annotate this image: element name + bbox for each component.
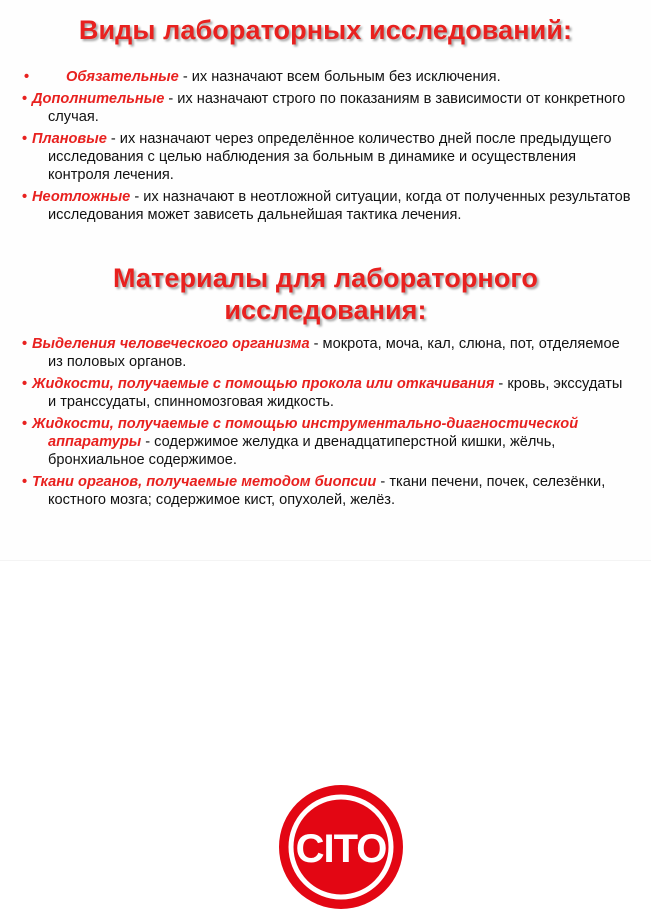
list-item [22,188,634,224]
materials-list [22,335,634,513]
list-item [22,335,634,371]
list-item [22,68,634,86]
item-text: - содержимое желудка и двенадцатиперстной кишки, жёлчь, бронхиальное содержимое. [48,434,556,468]
bullet: • [24,69,30,85]
item-text: - кровь, экссудаты и транссудаты, спинномозговая жидкость. [48,376,623,410]
bullet: • [22,131,28,147]
bullet: • [22,336,28,352]
term-additional: Дополнительные [32,91,165,107]
term-urgent: Неотложные [32,189,131,205]
item-text: - их назначают строго по показаниям в зависимости от конкретного случая. [48,91,626,125]
section-title-materials: Материалы для лабораторного исследования: [112,263,539,325]
item-text: - их назначают всем больным без исключения. [178,69,501,85]
item-text: - их назначают в неотложной ситуации, когда от полученных результатов исследования может зависеть дальнейшая тактика лечения. [48,189,631,223]
bullet: • [22,416,28,432]
bullet: • [22,376,28,392]
types-list [22,68,634,228]
list-item [22,473,634,509]
bullet: • [22,474,28,490]
list-item [22,130,634,184]
term-planned: Плановые [32,131,107,147]
term-secretions: Выделения человеческого организма [32,336,310,352]
term-instrumental-fluids: Жидкости, получаемые с помощью инструментально-диагностической аппаратуры [32,416,579,450]
list-item [22,90,634,126]
bullet: • [22,189,28,205]
cito-text: CITO [295,827,387,871]
term-biopsy-tissues: Ткани органов, получаемые методом биопсии [32,474,377,490]
item-text: - мокрота, моча, кал, слюна, пот, отделяемое из половых органов. [48,336,620,370]
term-puncture-fluids: Жидкости, получаемые с помощью прокола или откачивания [32,376,495,392]
section-title-types: Виды лабораторных исследований: [78,15,573,45]
list-item [22,415,634,469]
cito-logo [278,784,404,910]
bullet: • [22,91,28,107]
item-text: - ткани печени, почек, селезёнки, костного мозга; содержимое кист, опухолей, желёз. [48,474,606,508]
item-text: - их назначают через определённое количество дней после предыдущего исследования с целью наблюдения за больным в динамике и осуществления контроля лечения. [48,131,612,183]
term-mandatory: Обязательные [66,69,179,85]
list-item [22,375,634,411]
